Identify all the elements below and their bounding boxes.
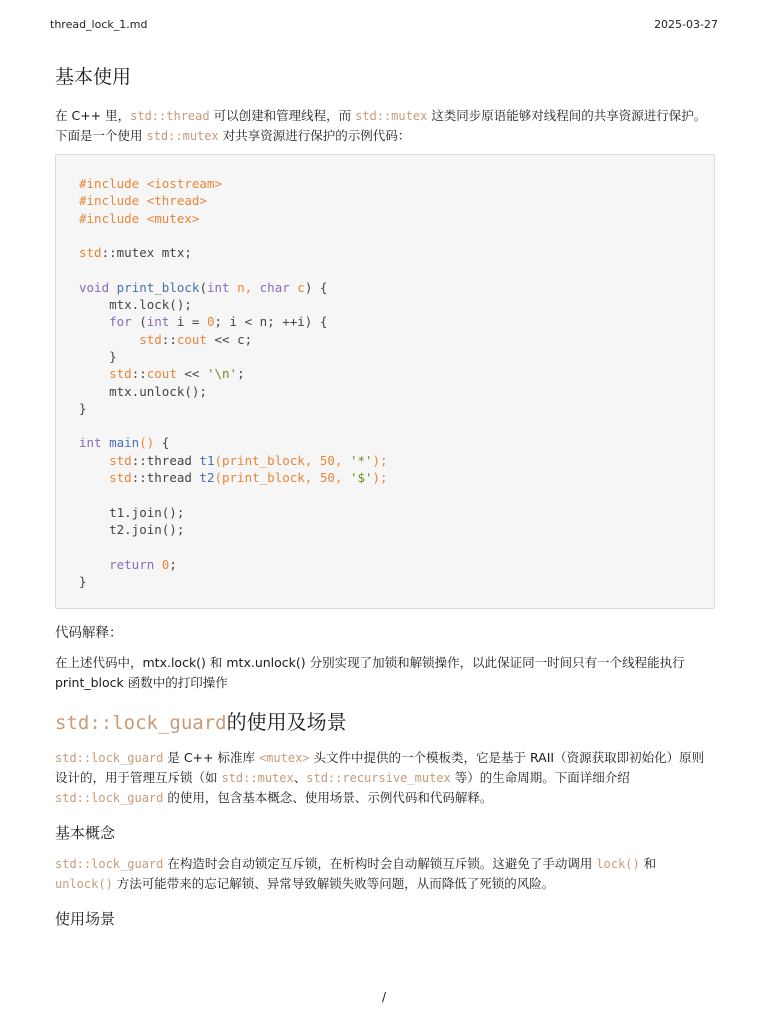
text-span: 可以创建和管理线程，而 <box>209 108 356 123</box>
code-token: t2 <box>199 470 215 486</box>
section-title-basic-usage: 基本使用 <box>55 66 132 88</box>
text-span: 头文件中提供的一个模板类，它是基于 RAII（资源获取即初始化）原则设计的，用于管理互斥锁（如 <box>55 750 705 786</box>
text-span: 方法可能带来的忘记解锁、异常导致解锁失败等问题，从而降低了死锁的风险。 <box>112 876 555 892</box>
code-line <box>79 279 691 296</box>
code-token: } <box>79 400 87 416</box>
code-token: n, <box>237 279 260 295</box>
text-span: 等）的生命周期。下面详细介绍 <box>450 770 630 786</box>
inline-code: std::mutex <box>146 129 219 143</box>
document-body <box>55 62 715 940</box>
code-token: (print_block, 50, <box>214 470 350 486</box>
code-token: print_block <box>116 279 200 295</box>
code-token: 0 <box>161 556 170 572</box>
code-line <box>79 244 691 261</box>
lock-guard-intro-paragraph <box>55 748 715 808</box>
text-span: 是 C++ 标准库 <box>163 750 259 766</box>
code-token: 0 <box>206 314 215 330</box>
code-token: ( <box>139 314 147 330</box>
code-token: main <box>109 435 140 451</box>
document-filename: thread_lock_1.md <box>50 18 148 31</box>
code-token: ( <box>199 279 207 295</box>
code-token: return <box>109 556 162 572</box>
code-line <box>79 400 691 417</box>
code-token: '$' <box>349 470 373 486</box>
section-title-lock-guard <box>55 707 715 738</box>
code-token: c <box>297 279 305 295</box>
code-token: '\n' <box>206 366 238 382</box>
code-token: mtx.unlock(); <box>79 383 207 399</box>
code-line <box>79 313 691 330</box>
text-span: 在 C++ 里， <box>55 108 131 123</box>
code-token: ::thread <box>131 452 200 468</box>
inline-code: std::mutex <box>355 109 428 123</box>
code-token: ::mutex mtx; <box>101 245 192 261</box>
code-token: std <box>109 366 132 382</box>
code-content <box>79 175 691 590</box>
code-token: { <box>161 435 170 451</box>
code-token: #include <iostream> <box>79 176 222 191</box>
code-token: std <box>109 452 132 468</box>
inline-code: std::lock_guard <box>55 791 164 806</box>
text-span: 对共享资源进行保护的示例代码： <box>218 128 411 143</box>
code-line <box>79 296 691 313</box>
code-token: #include <thread> <box>79 193 207 209</box>
code-token: :: <box>161 331 177 347</box>
code-line <box>79 469 691 486</box>
code-token: std <box>79 245 102 261</box>
code-block <box>55 154 715 609</box>
inline-code: std::lock_guard <box>55 751 164 766</box>
code-token: cout <box>176 331 207 347</box>
code-token: std <box>109 470 132 486</box>
code-token: ); <box>372 452 388 468</box>
code-line <box>79 573 691 590</box>
code-line <box>79 261 691 278</box>
code-line <box>79 452 691 469</box>
text-span: 和 <box>639 856 657 872</box>
code-token: char <box>259 279 298 295</box>
code-token: ::thread <box>131 470 200 486</box>
section-title-basic-concept: 基本概念 <box>55 824 116 843</box>
code-line <box>79 331 691 348</box>
code-token: ; i < n; ++i) { <box>214 314 328 330</box>
code-token: ); <box>372 470 388 486</box>
code-token <box>79 453 109 468</box>
code-line <box>79 521 691 538</box>
text-span: 在构造时会自动锁定互斥锁，在析构时会自动解锁互斥锁。这避免了手动调用 <box>163 856 597 872</box>
code-token: } <box>79 348 117 364</box>
code-line <box>79 348 691 365</box>
code-token: for <box>109 314 140 330</box>
inline-code: std::thread <box>130 109 210 123</box>
text-span: 的使用及场景 <box>226 710 347 735</box>
code-token: ; <box>237 366 245 382</box>
code-line <box>79 227 691 244</box>
code-token: ) { <box>304 279 328 295</box>
intro-paragraph <box>55 106 715 146</box>
code-token <box>79 366 109 381</box>
code-token: #include <mutex> <box>79 210 200 226</box>
code-token: << <box>176 366 207 382</box>
text-span: 这类同步原语能够对线程间的共享资源进行保护。下面是一个使用 <box>55 108 707 143</box>
code-line <box>79 417 691 434</box>
code-line <box>79 210 691 227</box>
code-line <box>79 434 691 451</box>
code-line <box>79 556 691 573</box>
section-title-use-cases: 使用场景 <box>55 910 116 929</box>
inline-code: std::lock_guard <box>55 857 164 872</box>
code-token: int <box>206 279 238 295</box>
text-span: 、 <box>293 770 307 786</box>
code-token: t1.join(); <box>79 504 185 520</box>
text-span: 的使用，包含基本概念、使用场景、示例代码和代码解释。 <box>163 790 493 806</box>
code-token <box>79 314 109 329</box>
code-token <box>79 470 109 485</box>
code-token: mtx.lock(); <box>79 297 192 313</box>
code-token: :: <box>131 366 147 382</box>
code-token <box>79 557 109 572</box>
code-token: (print_block, 50, <box>214 452 350 468</box>
code-token: ; <box>169 556 177 572</box>
code-line <box>79 538 691 555</box>
code-token: i = <box>176 314 207 330</box>
code-token: void <box>79 279 117 295</box>
code-token: std <box>139 331 162 347</box>
basic-concept-paragraph <box>55 854 715 894</box>
code-line <box>79 192 691 209</box>
code-token: << c; <box>206 331 253 347</box>
document-date: 2025-03-27 <box>654 18 718 31</box>
code-token: } <box>79 573 87 589</box>
code-line <box>79 504 691 521</box>
code-token: () <box>139 435 162 451</box>
code-token: cout <box>146 366 177 382</box>
code-line <box>79 175 691 192</box>
code-line <box>79 486 691 503</box>
code-token: t1 <box>199 452 215 468</box>
inline-code: std::recursive_mutex <box>306 771 451 786</box>
inline-code: lock() <box>596 857 640 872</box>
inline-code: std::mutex <box>221 771 294 786</box>
inline-code: <mutex> <box>258 751 310 766</box>
code-token: '*' <box>349 452 373 468</box>
code-token: int <box>146 314 177 330</box>
code-line <box>79 365 691 382</box>
code-line <box>79 383 691 400</box>
inline-code: unlock() <box>55 877 113 892</box>
page-footer: / <box>381 990 387 1004</box>
code-token <box>79 332 139 347</box>
code-explanation-heading: 代码解释： <box>55 625 123 642</box>
code-explanation-paragraph: 在上述代码中，mtx.lock() 和 mtx.unlock() 分别实现了加锁和解锁操作，以此保证同一时间只有一个线程能执行 print_block 函数中的打印操作 <box>55 655 685 691</box>
code-token: t2.join(); <box>79 521 185 537</box>
code-token: int <box>79 435 110 451</box>
inline-code: std::lock_guard <box>55 712 227 735</box>
